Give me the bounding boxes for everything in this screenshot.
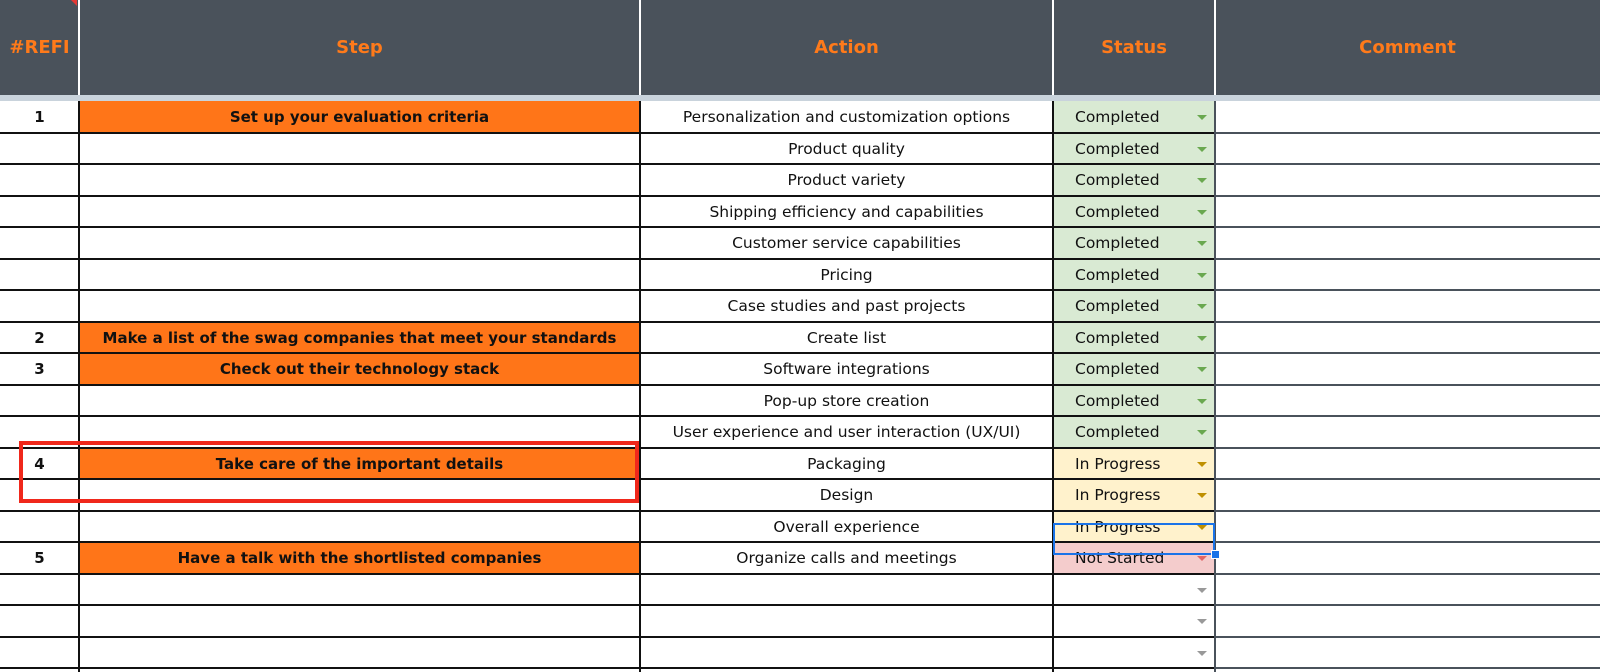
action-cell[interactable] [640,605,1053,637]
ref-cell[interactable] [0,637,79,669]
ref-cell[interactable] [0,227,79,259]
comment-cell[interactable] [1215,416,1600,448]
action-cell-text: Product variety [787,171,906,189]
header-ref[interactable] [0,0,79,95]
header-divider [639,0,641,95]
table-row [0,574,1600,606]
row-divider [1215,321,1600,323]
action-cell[interactable] [640,448,1053,480]
row-divider [0,163,1215,165]
row-divider [1215,258,1600,260]
ref-cell[interactable] [0,542,79,574]
table-row [0,322,1600,354]
row-divider [1215,478,1600,480]
ref-cell[interactable] [0,290,79,322]
status-dropdown-text: Completed [1075,297,1160,315]
step-cell[interactable] [79,290,640,322]
row-divider [1215,510,1600,512]
row-divider [0,289,1215,291]
dropdown-arrow-icon[interactable] [1197,147,1207,152]
column-divider [78,101,80,672]
comment-cell[interactable] [1215,322,1600,354]
row-divider [1215,195,1600,197]
dropdown-arrow-icon[interactable] [1197,399,1207,404]
status-dropdown-text: Completed [1075,234,1160,252]
comment-cell[interactable] [1215,164,1600,196]
row-divider [1215,415,1600,417]
header-divider [1214,0,1216,95]
action-cell[interactable] [640,196,1053,228]
status-dropdown[interactable] [1053,416,1215,448]
row-divider [0,321,1215,323]
action-cell[interactable] [640,290,1053,322]
ref-cell[interactable] [0,196,79,228]
ref-cell-text: 3 [34,360,45,378]
step-cell[interactable] [79,574,640,606]
column-divider [1214,101,1216,672]
dropdown-arrow-icon[interactable] [1197,178,1207,183]
row-divider [0,352,1215,354]
comment-cell[interactable] [1215,574,1600,606]
comment-cell[interactable] [1215,637,1600,669]
action-cell-text: Organize calls and meetings [736,549,957,567]
dropdown-arrow-icon[interactable] [1197,367,1207,372]
step-cell[interactable] [79,196,640,228]
step-cell[interactable] [79,259,640,291]
action-cell-text: Overall experience [773,517,920,536]
status-dropdown-text: Completed [1075,328,1160,347]
step-cell[interactable] [79,353,640,385]
dropdown-arrow-icon[interactable] [1197,336,1207,341]
header-step-label: Step [336,37,383,58]
action-cell-text: Packaging [807,454,886,473]
step-cell[interactable] [79,637,640,669]
action-cell[interactable] [640,227,1053,259]
header-status[interactable] [1053,0,1215,95]
dropdown-arrow-icon[interactable] [1197,210,1207,215]
action-cell-text: Design [819,486,874,504]
status-dropdown[interactable] [1053,290,1215,322]
header-step[interactable] [79,0,640,95]
table-row [0,101,1600,133]
ref-cell[interactable] [0,133,79,165]
comment-cell[interactable] [1215,511,1600,543]
ref-cell-text: 4 [34,454,45,473]
ref-cell[interactable] [0,101,79,133]
row-divider [0,541,1215,543]
row-divider [0,258,1215,260]
step-cell-text: Check out their technology stack [219,360,500,378]
header-comment[interactable] [1215,0,1600,95]
dropdown-arrow-icon[interactable] [1197,430,1207,435]
row-divider [1215,289,1600,291]
action-cell[interactable] [640,479,1053,511]
header-action[interactable] [640,0,1053,95]
table-row [0,511,1600,543]
action-cell-text: Case studies and past projects [727,297,966,315]
action-cell[interactable] [640,416,1053,448]
table-row [0,605,1600,637]
action-cell-text: User experience and user interaction (UX/UI) [672,423,1021,441]
step-cell-text: Have a talk with the shortlisted companies [177,549,542,567]
status-dropdown[interactable] [1053,637,1215,669]
status-dropdown[interactable] [1053,227,1215,259]
step-cell-text: Set up your evaluation criteria [229,108,490,126]
status-dropdown[interactable] [1053,259,1215,291]
ref-cell-text: 1 [34,108,45,126]
row-divider [1215,226,1600,228]
comment-cell[interactable] [1215,479,1600,511]
header-status-label: Status [1101,37,1167,58]
dropdown-arrow-icon[interactable] [1197,556,1207,561]
table-row [0,385,1600,417]
row-divider [0,636,1215,638]
ref-cell-text: 5 [34,549,45,567]
row-divider [0,415,1215,417]
row-divider [1215,541,1600,543]
status-dropdown[interactable] [1053,574,1215,606]
status-dropdown-text: Completed [1075,265,1160,284]
step-cell[interactable] [79,605,640,637]
action-cell[interactable] [640,133,1053,165]
comment-cell[interactable] [1215,133,1600,165]
table-row [0,353,1600,385]
header-comment-label: Comment [1359,37,1456,58]
action-cell[interactable] [640,542,1053,574]
row-divider [1215,604,1600,606]
status-dropdown-text: Completed [1075,202,1160,221]
step-cell[interactable] [79,385,640,417]
status-dropdown[interactable] [1053,164,1215,196]
comment-cell[interactable] [1215,196,1600,228]
fill-handle[interactable] [1211,550,1220,559]
dropdown-arrow-icon[interactable] [1197,273,1207,278]
comment-cell[interactable] [1215,101,1600,133]
status-dropdown[interactable] [1053,605,1215,637]
status-dropdown-text: Completed [1075,171,1160,189]
action-cell-text: Pop-up store creation [763,391,930,410]
step-cell-text: Take care of the important details [215,454,504,473]
step-cell[interactable] [79,227,640,259]
comment-cell[interactable] [1215,542,1600,574]
column-divider [639,101,641,672]
action-cell[interactable] [640,259,1053,291]
step-cell[interactable] [79,322,640,354]
header-divider [1052,0,1054,95]
header-ref-label: #REFI [9,37,70,58]
status-dropdown[interactable] [1053,133,1215,165]
ref-cell[interactable] [0,353,79,385]
selected-cell-outline [1053,523,1215,555]
ref-cell[interactable] [0,164,79,196]
comment-cell[interactable] [1215,353,1600,385]
row-divider [0,132,1215,134]
dropdown-arrow-icon[interactable] [1197,651,1207,656]
dropdown-arrow-icon[interactable] [1197,462,1207,467]
action-cell[interactable] [640,511,1053,543]
ref-cell[interactable] [0,322,79,354]
row-divider [0,604,1215,606]
table-row [0,637,1600,669]
row-divider [1215,352,1600,354]
status-dropdown-text: In Progress [1075,486,1161,504]
dropdown-arrow-icon[interactable] [1197,619,1207,624]
dropdown-arrow-icon[interactable] [1197,241,1207,246]
row-divider [1215,163,1600,165]
status-dropdown-text: Completed [1075,423,1160,441]
row-divider [0,384,1215,386]
status-dropdown-text: Completed [1075,139,1160,158]
step-cell[interactable] [79,133,640,165]
comment-cell[interactable] [1215,385,1600,417]
comment-cell[interactable] [1215,605,1600,637]
annotation-highlight-box [19,441,639,503]
table-row [0,259,1600,291]
dropdown-arrow-icon[interactable] [1197,115,1207,120]
action-cell-text: Pricing [820,265,873,284]
table-row [0,164,1600,196]
ref-cell-text: 2 [34,328,45,347]
ref-cell[interactable] [0,574,79,606]
table-row [0,542,1600,574]
action-cell-text: Product quality [788,139,905,158]
action-cell[interactable] [640,322,1053,354]
step-cell[interactable] [79,511,640,543]
status-dropdown[interactable] [1053,196,1215,228]
status-dropdown[interactable] [1053,353,1215,385]
action-cell[interactable] [640,164,1053,196]
status-dropdown-text: Completed [1075,391,1160,410]
action-cell-text: Create list [806,328,887,347]
action-cell-text: Software integrations [763,360,930,378]
ref-cell[interactable] [0,511,79,543]
row-divider [1215,447,1600,449]
table-row [0,227,1600,259]
action-cell[interactable] [640,574,1053,606]
step-cell[interactable] [79,101,640,133]
row-divider [1215,636,1600,638]
ref-cell[interactable] [0,259,79,291]
table-row [0,133,1600,165]
row-divider [1215,573,1600,575]
action-cell[interactable] [640,101,1053,133]
action-cell[interactable] [640,353,1053,385]
ref-cell[interactable] [0,605,79,637]
dropdown-arrow-icon[interactable] [1197,588,1207,593]
row-divider [1215,667,1600,669]
dropdown-arrow-icon[interactable] [1197,304,1207,309]
table-row [0,196,1600,228]
step-cell-text: Make a list of the swag companies that meet your standards [102,328,617,347]
comment-cell[interactable] [1215,259,1600,291]
action-cell-text: Personalization and customization options [682,108,1011,126]
status-dropdown-text: In Progress [1075,517,1161,536]
status-dropdown-text: Completed [1075,360,1160,378]
status-dropdown-text: Completed [1075,108,1160,126]
row-divider [1215,384,1600,386]
status-dropdown[interactable] [1053,385,1215,417]
status-dropdown-text: In Progress [1075,454,1161,473]
row-divider [0,510,1215,512]
step-cell[interactable] [79,542,640,574]
dropdown-arrow-icon[interactable] [1197,493,1207,498]
header-divider [78,0,80,95]
status-dropdown-text: Not Started [1075,549,1165,567]
table-row [0,290,1600,322]
action-cell[interactable] [640,385,1053,417]
comment-cell[interactable] [1215,290,1600,322]
action-cell-text: Customer service capabilities [732,234,961,252]
step-cell[interactable] [79,164,640,196]
row-divider [0,226,1215,228]
ref-cell[interactable] [0,385,79,417]
action-cell[interactable] [640,637,1053,669]
row-divider [0,195,1215,197]
status-dropdown[interactable] [1053,322,1215,354]
row-divider [1215,132,1600,134]
action-cell-text: Shipping efficiency and capabilities [709,202,984,221]
comment-cell[interactable] [1215,227,1600,259]
status-dropdown[interactable] [1053,479,1215,511]
row-divider [0,667,1215,669]
header-action-label: Action [814,37,879,58]
status-dropdown[interactable] [1053,448,1215,480]
comment-cell[interactable] [1215,448,1600,480]
row-divider [0,573,1215,575]
status-dropdown[interactable] [1053,101,1215,133]
column-divider [1052,101,1054,672]
